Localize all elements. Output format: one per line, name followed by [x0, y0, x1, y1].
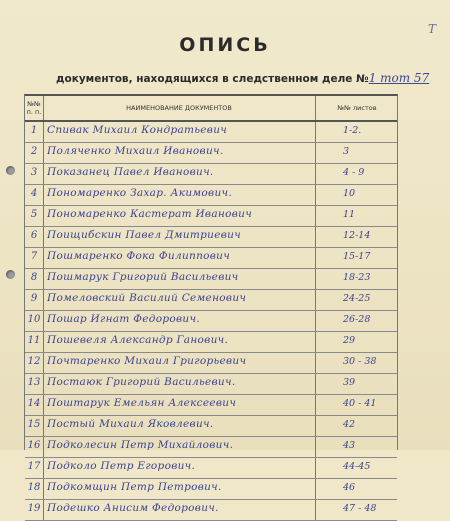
document-name: Показанец Павел Иванович.: [47, 166, 214, 178]
sheet-numbers: 18-23: [343, 272, 371, 283]
column-divider: [315, 269, 316, 289]
column-divider: [315, 458, 316, 478]
document-name: Пошар Игнат Федорович.: [47, 313, 200, 325]
row-number: 13: [27, 377, 41, 388]
document-name: Пономаренко Захар. Акимович.: [47, 187, 232, 199]
document-name: Пошевеля Александр Ганович.: [47, 334, 229, 346]
row-number: 4: [30, 188, 38, 199]
column-divider: [43, 458, 44, 478]
column-divider: [43, 311, 44, 331]
table-header: [25, 96, 397, 122]
sheet-numbers: 44-45: [343, 461, 371, 472]
sheet-numbers: 12-14: [343, 230, 371, 241]
row-number: 7: [30, 251, 38, 262]
column-header-number: [25, 96, 44, 120]
sheet-numbers: 15-17: [343, 251, 371, 262]
sheet-numbers: 3: [343, 146, 350, 157]
column-divider: [43, 122, 44, 142]
sheet-numbers: 47 - 48: [343, 503, 377, 514]
table-row: [25, 332, 397, 353]
row-number: 6: [30, 230, 38, 241]
row-number: 14: [27, 398, 41, 409]
document-name: Помеловский Василий Семенович: [47, 292, 247, 304]
document-name: Поищибскин Павел Дмитриевич: [47, 229, 242, 241]
column-divider: [315, 185, 316, 205]
document-name: Пошмаренко Фока Филиппович: [47, 250, 231, 262]
sheet-numbers: 10: [343, 188, 356, 199]
column-divider: [43, 437, 44, 457]
document-name: Постаюк Григорий Васильевич.: [47, 376, 236, 388]
table-row: [25, 458, 397, 479]
column-divider: [43, 395, 44, 415]
table-body: [25, 122, 397, 521]
table-row: [25, 122, 397, 143]
column-divider: [43, 185, 44, 205]
document-name: Поляченко Михаил Иванович.: [47, 145, 224, 157]
corner-mark: Т: [427, 22, 436, 36]
sheet-numbers: 4 - 9: [343, 167, 365, 178]
column-header-name: НАИМЕНОВАНИЕ ДОКУМЕНТОВ: [43, 96, 316, 120]
document-name: Подколо Петр Егорович.: [47, 460, 196, 472]
sheet-numbers: 46: [343, 482, 356, 493]
table-row: [25, 374, 397, 395]
column-divider: [43, 332, 44, 352]
table-row: [25, 185, 397, 206]
document-name: Подкомщин Петр Петрович.: [47, 481, 222, 493]
column-divider: [315, 143, 316, 163]
row-number: 1: [30, 125, 38, 136]
table-row: [25, 311, 397, 332]
table-row: [25, 227, 397, 248]
column-divider: [43, 479, 44, 499]
sheet-numbers: 39: [343, 377, 356, 388]
column-divider: [43, 500, 44, 520]
column-divider: [43, 290, 44, 310]
column-divider: [315, 479, 316, 499]
sheet-numbers: 26-28: [343, 314, 371, 325]
table-row: [25, 437, 397, 458]
column-header-number-line1: №№: [27, 100, 41, 108]
table-row: [25, 164, 397, 185]
row-number: 19: [27, 503, 41, 514]
column-header-sheets: №№ листов: [337, 104, 377, 112]
sheet-numbers: 40 - 41: [343, 398, 377, 409]
document-name: Пошмарук Григорий Васильевич: [47, 271, 239, 283]
sheet-numbers: 42: [343, 419, 356, 430]
punch-hole: [6, 270, 15, 279]
row-number: 5: [30, 209, 38, 220]
row-number: 3: [30, 167, 38, 178]
column-divider: [315, 227, 316, 247]
row-number: 15: [27, 419, 41, 430]
column-divider: [43, 143, 44, 163]
column-header-number-line2: п. п.: [26, 108, 42, 116]
column-divider: [315, 290, 316, 310]
document-name: Пономаренко Кастерат Иванович: [47, 208, 253, 220]
table-row: [25, 500, 397, 521]
column-divider: [43, 227, 44, 247]
column-divider: [315, 311, 316, 331]
row-number: 18: [27, 482, 41, 493]
column-divider: [43, 416, 44, 436]
table-row: [25, 416, 397, 437]
table-row: [25, 290, 397, 311]
column-divider: [315, 332, 316, 352]
row-number: 10: [27, 314, 41, 325]
sheet-numbers: 30 - 38: [343, 356, 377, 367]
table-row: [25, 395, 397, 416]
row-number: 9: [30, 293, 38, 304]
column-divider: [43, 248, 44, 268]
column-divider: [43, 269, 44, 289]
sheet-numbers: 24-25: [343, 293, 371, 304]
inventory-table: [24, 94, 398, 514]
table-row: [25, 143, 397, 164]
document-name: Подколесин Петр Михайлович.: [47, 439, 234, 451]
column-divider: [43, 374, 44, 394]
column-divider: [315, 395, 316, 415]
sheet-numbers: 11: [343, 209, 356, 220]
column-divider: [43, 353, 44, 373]
document-name: Почтаренко Михаил Григорьевич: [47, 355, 247, 367]
column-divider: [315, 122, 316, 142]
page-title: ОПИСЬ: [179, 34, 271, 56]
sheet-numbers: 1-2.: [343, 125, 362, 136]
column-divider: [315, 500, 316, 520]
document-name: Поштарук Емельян Алексеевич: [47, 397, 237, 409]
page-subtitle: [56, 71, 429, 85]
row-number: 17: [27, 461, 41, 472]
case-number: 1 mom 57: [368, 71, 430, 85]
column-divider: [315, 206, 316, 226]
column-divider: [315, 374, 316, 394]
column-divider: [315, 353, 316, 373]
document-name: Подешко Анисим Федорович.: [47, 502, 219, 514]
column-divider: [315, 437, 316, 457]
row-number: 8: [30, 272, 38, 283]
document-name: Постый Михаил Яковлевич.: [47, 418, 214, 430]
column-divider: [315, 416, 316, 436]
row-number: 2: [30, 146, 38, 157]
sheet-numbers: 29: [343, 335, 356, 346]
table-row: [25, 269, 397, 290]
table-row: [25, 248, 397, 269]
document-name: Спивак Михаил Кондратьевич: [47, 124, 228, 136]
row-number: 11: [27, 335, 41, 346]
row-number: 12: [27, 356, 41, 367]
column-divider: [43, 206, 44, 226]
subtitle-text: документов, находящихся в следственном деле №: [56, 73, 369, 85]
column-divider: [315, 248, 316, 268]
punch-hole: [6, 166, 15, 175]
row-number: 16: [27, 440, 41, 451]
column-divider: [315, 164, 316, 184]
column-divider: [43, 164, 44, 184]
table-row: [25, 353, 397, 374]
table-row: [25, 206, 397, 227]
sheet-numbers: 43: [343, 440, 356, 451]
table-row: [25, 479, 397, 500]
